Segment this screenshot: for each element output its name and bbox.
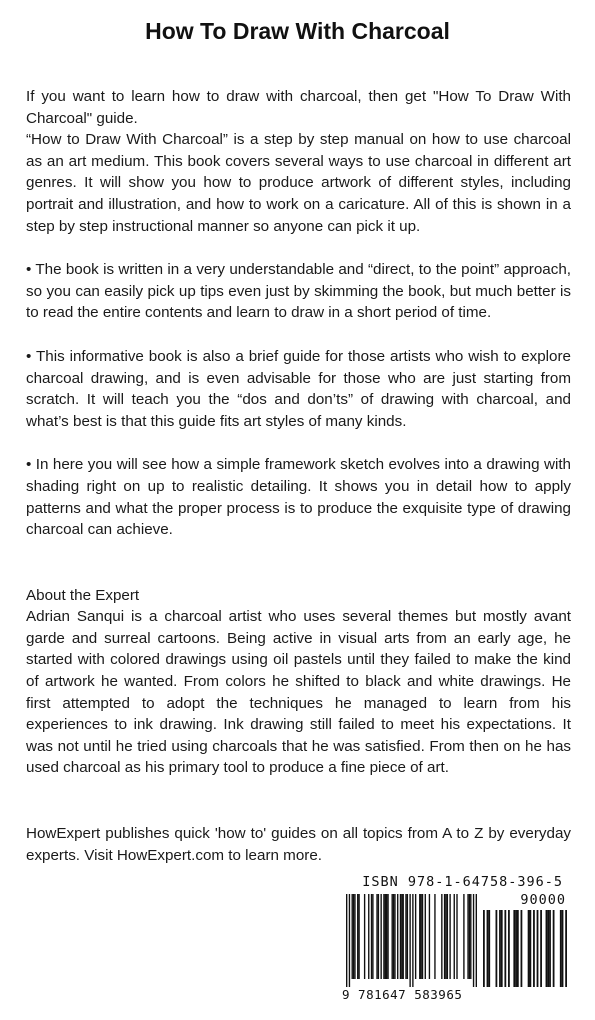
barcode-bar — [415, 894, 416, 979]
barcode-bar — [380, 894, 381, 979]
barcode-bar — [407, 894, 408, 979]
barcode-bar — [540, 910, 542, 987]
barcode-bar — [357, 894, 358, 979]
barcode-bar — [397, 894, 398, 979]
addon-barcode — [483, 910, 567, 987]
barcode-bar — [425, 894, 426, 979]
barcode-bar — [537, 910, 539, 987]
barcode-bar — [528, 910, 530, 987]
barcode-bar — [387, 894, 388, 979]
barcode-bar — [441, 894, 442, 979]
barcode-bar — [376, 894, 377, 979]
barcode-bar — [386, 894, 387, 979]
barcode-bar — [385, 894, 386, 979]
barcode-bar — [470, 894, 471, 979]
ean13-barcode — [346, 894, 477, 987]
barcode-bar — [487, 910, 489, 987]
barcode-bar — [420, 894, 421, 979]
about-heading: About the Expert — [26, 586, 140, 604]
barcode-bar — [547, 910, 549, 987]
barcode-bar — [394, 894, 395, 979]
barcode-bar — [349, 894, 350, 987]
barcode-bar — [403, 894, 404, 979]
barcode-bar — [467, 894, 468, 979]
barcode-bar — [405, 894, 406, 979]
barcode-bar — [562, 910, 564, 987]
intro-paragraph-2: “How to Draw With Charcoal” is a step by step manual on how to use charcoal as an art medium. This book covers several ways to use charcoal in different art genres. It will show you how to produce artwork of different styles, including portrait and illustration, and how to work on a caricature. All of this is shown in a step by step instructional manner so anyone can pick it up. — [26, 131, 571, 235]
barcode-bar — [463, 894, 464, 979]
barcode-bar — [364, 894, 365, 979]
barcode-bar — [449, 894, 450, 979]
bullet-paragraph: • The book is written in a very understandable and “direct, to the point” approach, so you can easily pick up tips even just by skimming the book, but much better is to read the entire contents and learn to draw in a short period of time. — [26, 261, 571, 322]
publisher-note: HowExpert publishes quick 'how to' guides on all topics from A to Z by everyday experts. Visit HowExpert.com to learn more. — [26, 825, 571, 864]
price-code: 90000 — [520, 892, 566, 908]
barcode-bar — [422, 894, 423, 979]
barcode-bar — [483, 910, 485, 987]
barcode-bar — [476, 894, 477, 987]
intro-paragraph-1: If you want to learn how to draw with charcoal, then get "How To Draw With Charcoal" guide. — [26, 88, 571, 127]
description-body — [26, 86, 571, 866]
barcode-bar — [515, 910, 517, 987]
barcode-bar — [447, 894, 448, 979]
bullet-paragraph: • This informative book is also a brief guide for those artists who wish to explore charcoal drawing, and is even advisable for those who are just starting from scratch. It will teach you the “dos and don’ts” of drawing with charcoal, and what’s best is that this guide fits art styles of many kinds. — [26, 347, 571, 430]
barcode-bar — [409, 894, 410, 987]
barcode-bar — [412, 894, 413, 987]
barcode-bar — [560, 910, 562, 987]
barcode-bar — [371, 894, 372, 979]
barcode-bar — [400, 894, 401, 979]
barcode-bar — [445, 894, 446, 979]
barcode-bar — [444, 894, 445, 979]
barcode-bar — [434, 894, 435, 979]
barcode-bar — [401, 894, 402, 979]
barcode-bar — [529, 910, 531, 987]
barcode-bar — [501, 910, 503, 987]
about-paragraph: Adrian Sanqui is a charcoal artist who uses several themes but mostly avant garde and surreal cartoons. Being active in visual arts from an early age, he started with colored drawings using oil pastels until they failed to make the kind of artwork he wanted. From colors he shifted to black and white drawings. He first attempted to adopt the techniques he managed to learn from his experiences to ink drawing. Ink drawing still failed to meet his expectations. It was not until he tried using charcoals that he was satisfied. From then on he has used charcoal as his primary tool to produce a fine piece of art. — [26, 608, 571, 777]
bullet-paragraph: • In here you will see how a simple framework sketch evolves into a drawing with shading right on up to realistic detailing. It shows you in detail how to apply patterns and what the proper process is to produce the exquisite type of drawing charcoal can achieve. — [26, 456, 571, 539]
barcode-bar — [383, 894, 384, 979]
barcode-bar — [546, 910, 548, 987]
barcode-bar — [473, 894, 474, 987]
barcode-bar — [521, 910, 523, 987]
barcode-bar — [553, 910, 555, 987]
barcode-bar — [499, 910, 501, 987]
barcode-bar — [392, 894, 393, 979]
barcode-digits: 9 781647 583965 — [342, 987, 463, 1002]
barcode-bar — [352, 894, 353, 979]
barcode-bar — [429, 894, 430, 979]
barcode-bar — [358, 894, 359, 979]
barcode-bar — [454, 894, 455, 979]
barcode-bar — [372, 894, 373, 979]
barcode-bar — [496, 910, 498, 987]
barcode-bar — [513, 910, 515, 987]
barcode-bar — [469, 894, 470, 979]
barcode-bar — [368, 894, 369, 979]
barcode-bar — [353, 894, 354, 979]
barcode-bar — [504, 910, 506, 987]
barcode-bar — [517, 910, 519, 987]
barcode-bar — [393, 894, 394, 979]
barcode-bar — [456, 894, 457, 979]
isbn-label: ISBN 978-1-64758-396-5 — [362, 874, 563, 890]
barcode-bar — [378, 894, 379, 979]
barcode-bar — [419, 894, 420, 979]
barcode-bar — [354, 894, 355, 979]
book-title: How To Draw With Charcoal — [145, 18, 450, 44]
barcode-bar — [533, 910, 535, 987]
barcode-bar — [508, 910, 510, 987]
barcode-bar — [488, 910, 490, 987]
barcode-bar — [565, 910, 567, 987]
barcode-bar — [549, 910, 551, 987]
barcode-bar — [346, 894, 347, 987]
